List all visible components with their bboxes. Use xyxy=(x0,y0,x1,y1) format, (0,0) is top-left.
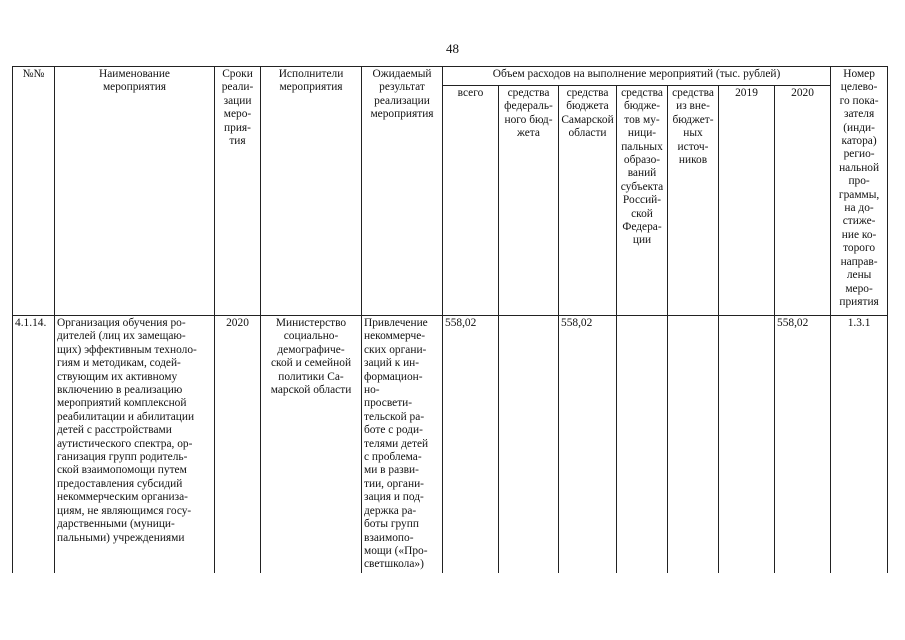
text-line: ской xyxy=(631,207,653,220)
text-line: Министерство xyxy=(275,317,347,329)
text-line: Привлечение xyxy=(364,317,428,329)
header-row-1 xyxy=(13,67,888,86)
text-line: меро- xyxy=(845,282,873,295)
row-executor xyxy=(261,316,362,573)
header-num: №№ xyxy=(13,67,55,316)
text-line: источ- xyxy=(677,140,709,153)
text-line: дарственными (муници- xyxy=(57,518,175,531)
row-regional: 558,02 xyxy=(559,316,617,573)
text-line: стиже- xyxy=(842,215,876,228)
text-line: держка ра- xyxy=(364,504,417,517)
text-line: мощи («Про- xyxy=(364,544,428,557)
text-line: прия- xyxy=(224,121,251,134)
text-line: ской взаимопомощи путем xyxy=(57,464,187,477)
text-line: Организация обучения ро- xyxy=(57,317,186,329)
text-line: телями детей xyxy=(364,437,429,450)
text-line: ници- xyxy=(627,127,657,140)
row-federal xyxy=(499,316,559,573)
row-municipal xyxy=(617,316,668,573)
text-line: ников xyxy=(678,154,708,167)
text-line: Сроки xyxy=(222,68,253,80)
text-line: с проблема- xyxy=(364,451,422,464)
text-line: просвети- xyxy=(364,397,413,410)
text-line: катора) xyxy=(841,135,877,148)
header-municipal xyxy=(617,86,668,316)
header-regional xyxy=(559,86,617,316)
header-2019: 2019 xyxy=(719,86,775,316)
text-line: Федера- xyxy=(622,221,662,234)
text-line: про- xyxy=(848,175,870,188)
text-line: средства xyxy=(566,87,609,99)
text-line: щих) эффективным техноло- xyxy=(57,343,197,356)
row-2020: 558,02 xyxy=(775,316,831,573)
header-total: всего xyxy=(443,86,499,316)
text-line: боты групп xyxy=(364,518,419,531)
text-line: ской и семейной xyxy=(270,357,352,370)
text-line: из вне- xyxy=(676,100,710,113)
row-num: 4.1.14. xyxy=(13,316,55,573)
header-result xyxy=(362,67,443,316)
row-offbudget xyxy=(668,316,719,573)
text-line: меро- xyxy=(223,108,252,121)
text-line: нальной xyxy=(839,161,880,174)
text-line: светшкола») xyxy=(364,558,424,571)
text-line: Ожидаемый xyxy=(372,68,432,80)
text-line: тов му- xyxy=(624,113,660,126)
text-line: результат xyxy=(379,81,425,94)
budget-table xyxy=(12,66,888,573)
text-line: заций к ин- xyxy=(364,357,420,370)
text-line: некоммерче- xyxy=(364,330,426,343)
text-line: детей с расстройствами xyxy=(57,424,172,437)
text-line: ваний xyxy=(627,167,657,180)
text-line: области xyxy=(568,127,607,140)
text-line: граммы, xyxy=(838,188,880,201)
text-line: ми в разви- xyxy=(364,464,419,477)
text-line: гиям и методикам, содей- xyxy=(57,357,181,370)
text-line: реали- xyxy=(221,81,254,94)
text-line: тельской ра- xyxy=(364,410,425,423)
text-line: некоммерческим организа- xyxy=(57,491,188,504)
row-2019 xyxy=(719,316,775,573)
text-line: ных xyxy=(683,127,703,140)
text-line: но- xyxy=(364,384,380,397)
text-line: формацион- xyxy=(364,370,423,383)
text-line: тии, органи- xyxy=(364,477,424,490)
text-line: средства xyxy=(507,87,550,99)
row-name xyxy=(55,316,215,573)
text-line: приятия xyxy=(839,295,879,308)
text-line: торого xyxy=(843,242,876,255)
text-line: ние ко- xyxy=(841,228,877,241)
text-line: федераль- xyxy=(504,100,553,113)
text-line: го пока- xyxy=(839,94,879,107)
text-line: на до- xyxy=(844,202,874,215)
text-line: образо- xyxy=(623,154,661,167)
text-line: зация и под- xyxy=(364,491,424,504)
text-line: мероприятия xyxy=(370,108,434,121)
text-line: циям, не являющимся госу- xyxy=(57,504,192,517)
header-executors xyxy=(261,67,362,316)
text-line: ганизация групп родитель- xyxy=(57,451,188,464)
text-line: марской области xyxy=(270,384,352,397)
text-line: бюджета xyxy=(566,100,609,113)
text-line: мероприятий комплексной xyxy=(57,397,187,410)
text-line: боте с роди- xyxy=(364,424,423,437)
text-line: мероприятия xyxy=(279,81,343,94)
table-row xyxy=(13,316,888,573)
header-federal xyxy=(499,86,559,316)
text-line: ствующим их активному xyxy=(57,370,178,383)
text-line: бюдже- xyxy=(623,100,661,113)
text-line: ного бюд- xyxy=(504,113,553,126)
text-line: ских органи- xyxy=(364,343,427,356)
text-line: субъекта xyxy=(620,180,664,193)
text-line: бюджет- xyxy=(672,113,714,126)
text-line: Самарской xyxy=(561,113,614,126)
text-line: социально- xyxy=(283,330,339,343)
text-line: пальными) учреждениями xyxy=(57,531,185,544)
text-line: Исполнители xyxy=(278,68,344,80)
text-line: включению в реализацию xyxy=(57,384,183,397)
text-line: реабилитации и абилитации xyxy=(57,410,195,423)
text-line: ции xyxy=(632,234,652,247)
text-line: зации xyxy=(223,94,252,107)
text-line: регио- xyxy=(843,148,875,161)
header-offbudget xyxy=(668,86,719,316)
text-line: жета xyxy=(517,127,540,140)
text-line: Россий- xyxy=(622,194,662,207)
header-terms xyxy=(215,67,261,316)
text-line: аутистического спектра, ор- xyxy=(57,437,193,450)
text-line: тия xyxy=(229,135,246,148)
header-name xyxy=(55,67,215,316)
text-line: взаимопо- xyxy=(364,531,414,544)
text-line: дителей (лиц их замещаю- xyxy=(57,330,186,343)
page-number: 48 xyxy=(446,41,459,56)
header-volume: Объем расходов на выполнение мероприятий (тыс. рублей) xyxy=(443,67,831,86)
text-line: Наименование xyxy=(99,68,170,80)
row-indicator: 1.3.1 xyxy=(831,316,888,573)
text-line: зателя xyxy=(843,108,875,121)
header-indicator xyxy=(831,67,888,316)
text-line: средства xyxy=(621,87,663,99)
text-line: предоставления субсидий xyxy=(57,477,183,490)
row-result xyxy=(362,316,443,573)
text-line: направ- xyxy=(840,255,878,268)
row-total: 558,02 xyxy=(443,316,499,573)
text-line: Номер xyxy=(843,68,875,80)
text-line: целево- xyxy=(840,81,878,94)
header-2020: 2020 xyxy=(775,86,831,316)
text-line: политики Са- xyxy=(278,370,344,383)
text-line: пальных xyxy=(621,140,663,153)
text-line: лены xyxy=(846,269,872,282)
row-term: 2020 xyxy=(215,316,261,573)
text-line: мероприятия xyxy=(102,81,167,94)
text-line: реализации xyxy=(374,94,430,107)
text-line: демографиче- xyxy=(277,343,345,356)
text-line: (инди- xyxy=(843,121,875,134)
text-line: средства xyxy=(672,87,714,99)
